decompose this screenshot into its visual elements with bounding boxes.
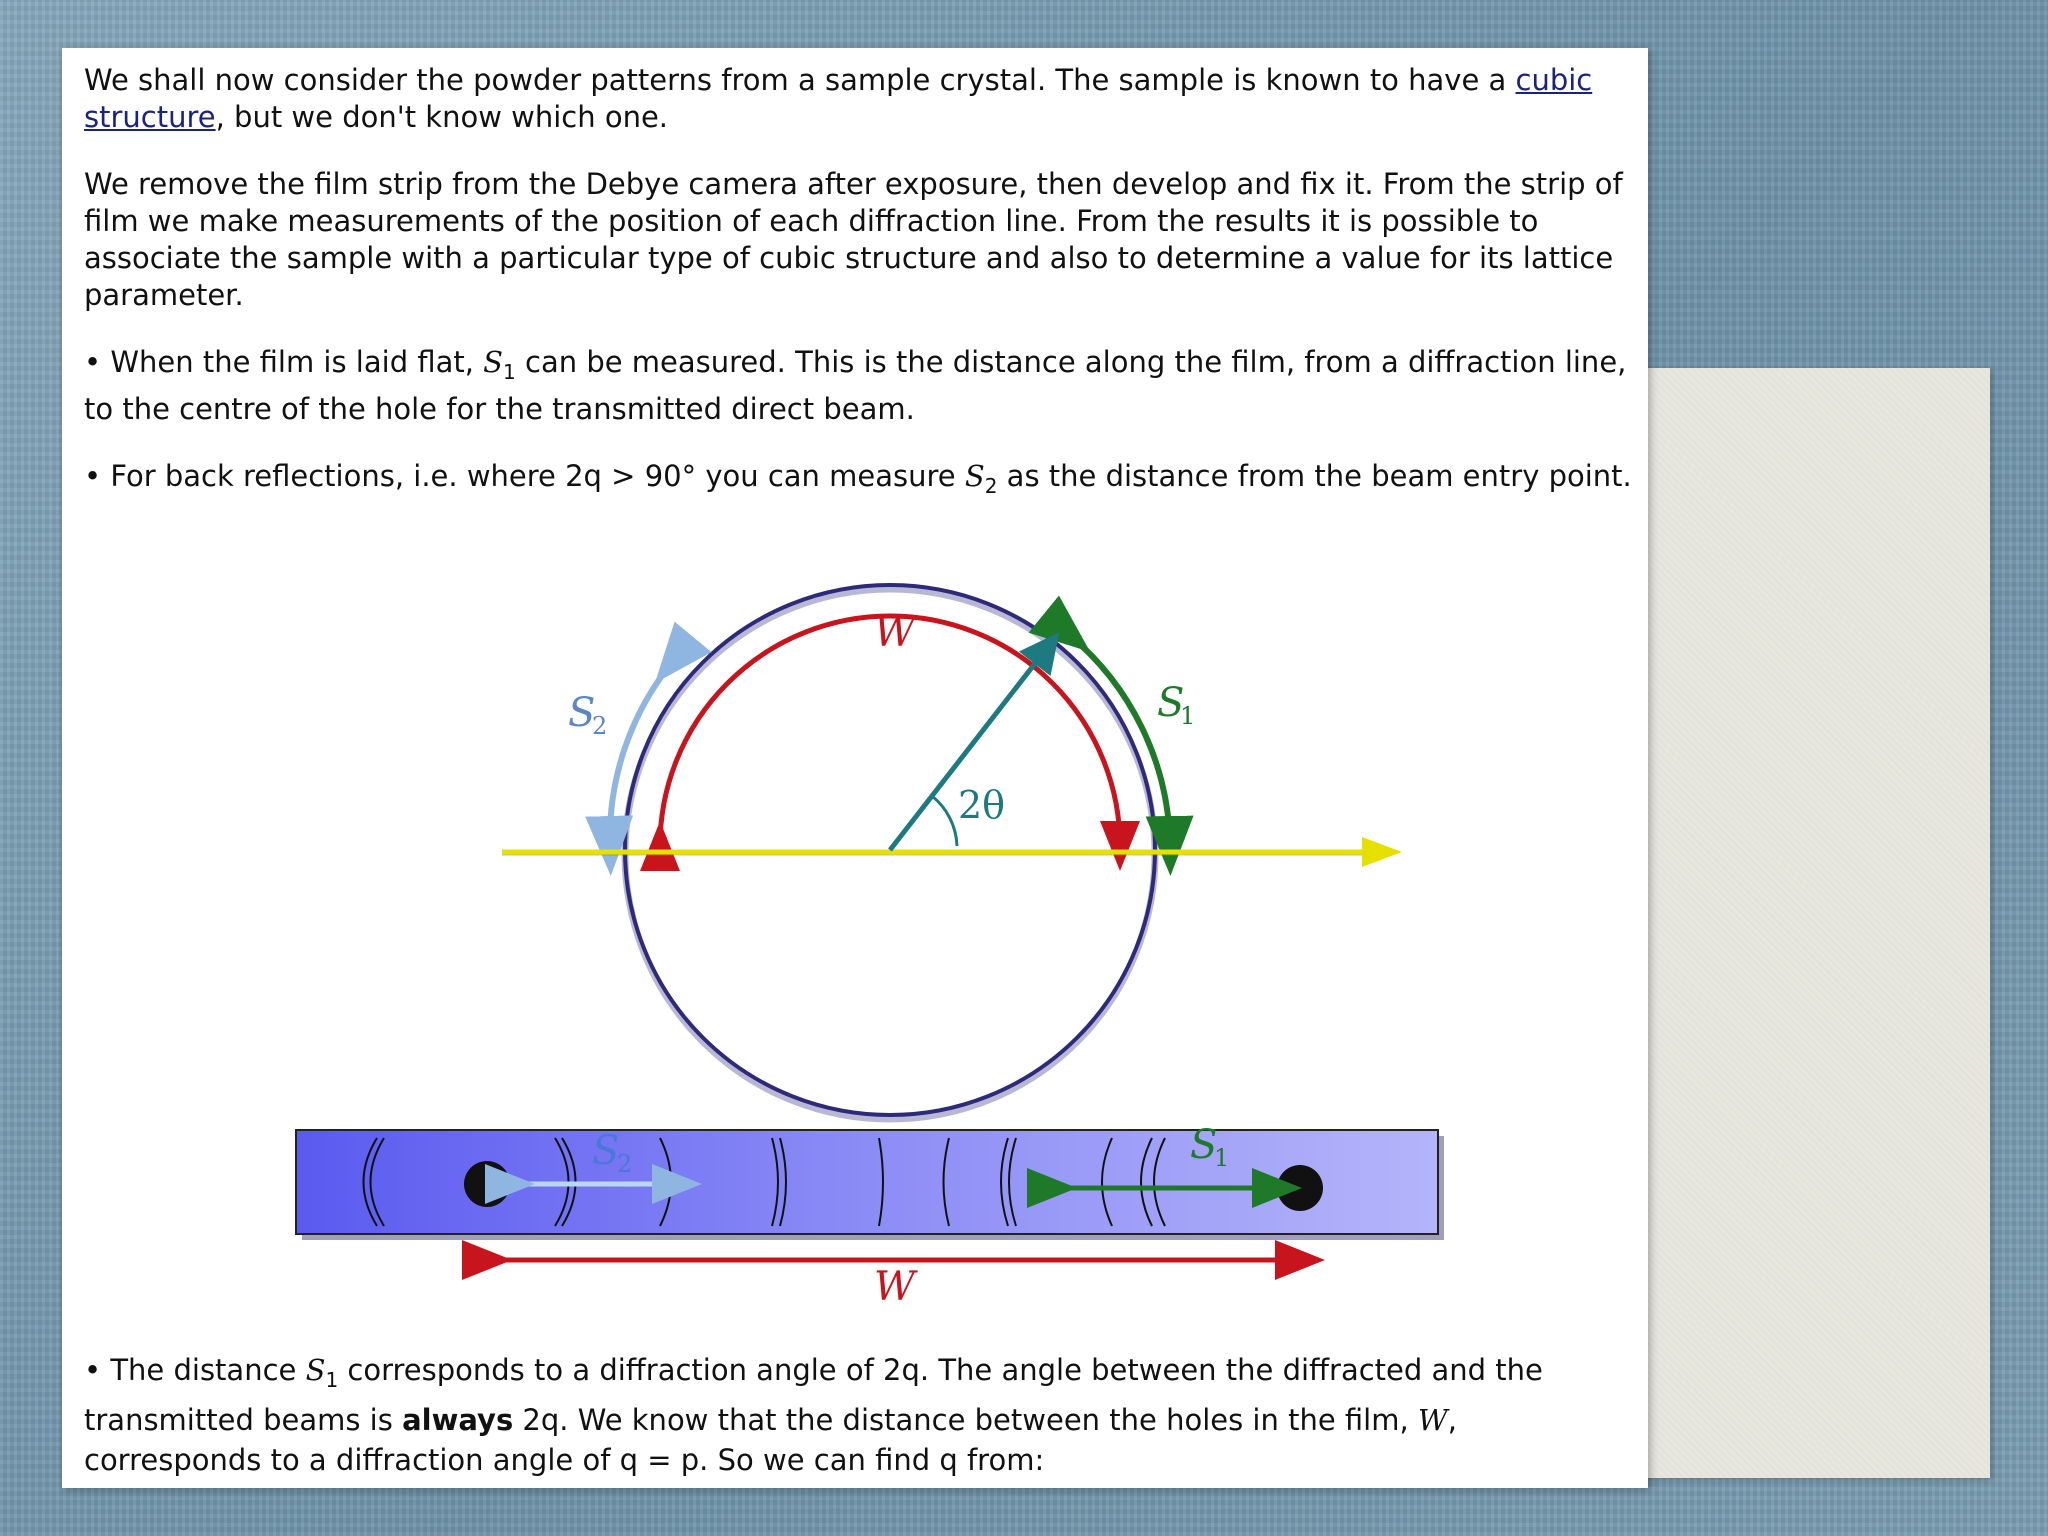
slide-page (62, 48, 1648, 1488)
strip-label-s2: S (592, 1128, 620, 1174)
strip-label-s2-sub: 2 (617, 1150, 633, 1178)
paragraph-method: We remove the film strip from the Debye camera after exposure, then develop and fix it. From the strip of film we make measurements of the position of each diffraction line. From the results it is possible to associate the sample with a particular type of cubic structure and also to determine a value for its lattice parameter. (84, 167, 1623, 312)
debye-camera-diagram (62, 48, 1648, 1488)
label-s2-sub: 2 (592, 712, 608, 740)
symbol-s1: $S_1$ (483, 345, 516, 384)
label-s1-sub: 1 (1180, 702, 1196, 730)
entry-hole (464, 1161, 510, 1207)
background-sheet (1640, 368, 1990, 1478)
label-s1: S (1157, 680, 1185, 726)
label-w-bottom: W (874, 1264, 916, 1310)
label-angle: 2θ (958, 783, 1006, 827)
bullet-angle-line3: corresponds to a diffraction angle of q = p. So we can find q from: (84, 1442, 1045, 1477)
symbol-s2: $S_2$ (964, 458, 998, 498)
label-w-top: W (874, 610, 916, 656)
cubic-structure-link[interactable]: cubic structure (84, 63, 1593, 134)
symbol-s1-b: $S_1$ (305, 1353, 339, 1392)
emphasis-always: always (402, 1402, 514, 1437)
paragraph-intro: We shall now consider the powder patterns from a sample crystal. The sample is known to have a cubic structure, but we don't know which one. (84, 63, 1593, 134)
bullet-angle: • The distance $S_1$ corresponds to a diffraction angle of 2q. The angle between the diffracted and the transmitted beams is always 2q. We know that the distance between the holes in the film, W, corresponds to a diffraction angle of q = p. So we can find q from: (84, 1350, 1640, 1480)
symbol-w: W (1417, 1402, 1448, 1437)
strip-label-s1: S (1190, 1122, 1218, 1168)
strip-label-s1-sub: 1 (1214, 1144, 1230, 1172)
label-s2: S (568, 690, 596, 736)
bullet-s1: • When the film is laid flat, $S_1$ can be measured. This is the distance along the film, from a diffraction line, to the centre of the hole for the transmitted direct beam. (84, 345, 1627, 426)
bullet-s2: • For back reflections, i.e. where 2q > 90° you can measure $S_2$ as the distance from the beam entry point. (84, 458, 1632, 498)
exit-hole (1277, 1165, 1323, 1211)
angle-arc (932, 796, 957, 846)
